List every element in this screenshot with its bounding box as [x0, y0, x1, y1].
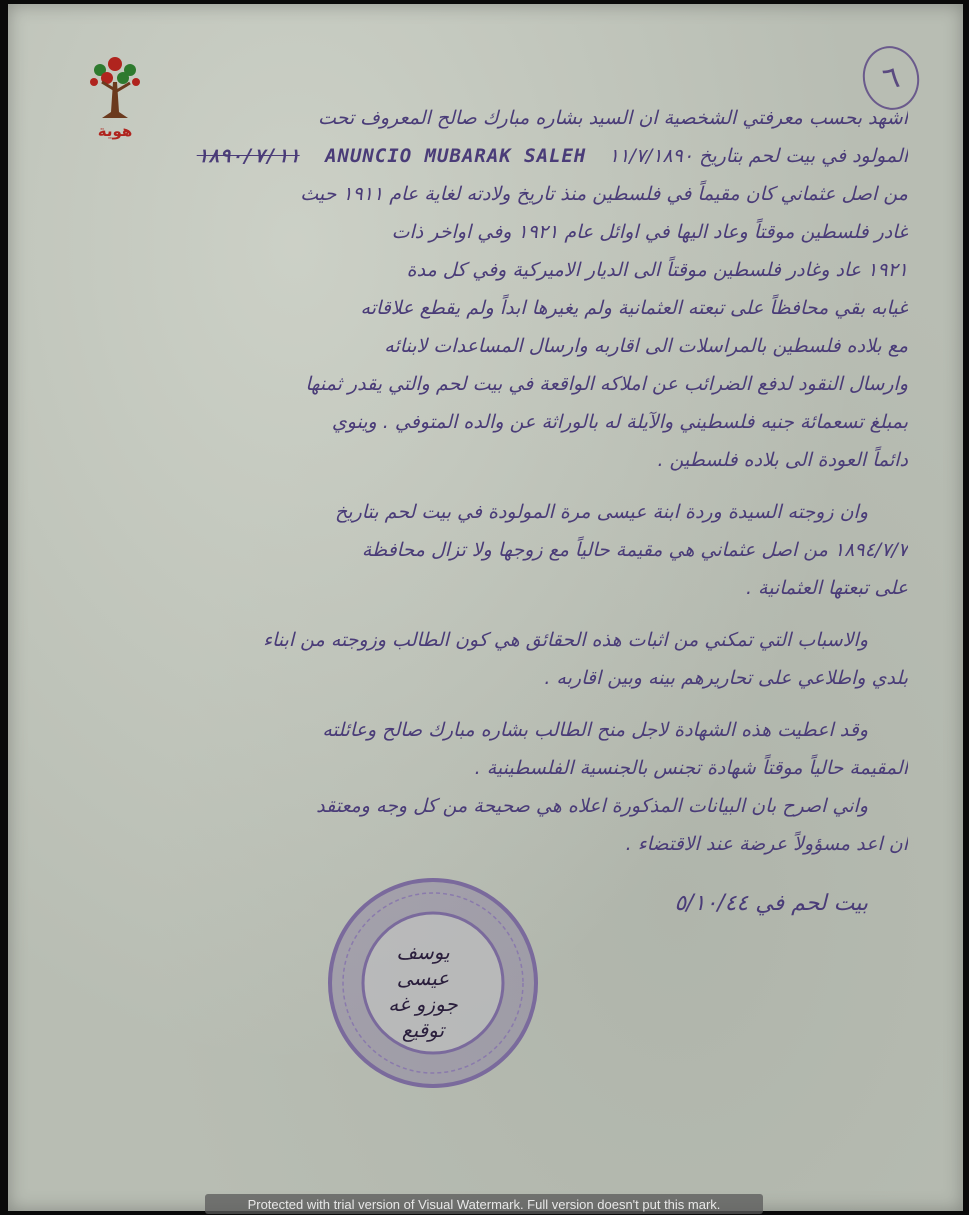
text-line: بلدي واطلاعي على تحاريرهم بينه وبين اقاربه . — [544, 667, 908, 689]
text-line: وان زوجته السيدة وردة ابنة عيسى مرة المولودة في بيت لحم بتاريخ — [335, 501, 868, 523]
date-signature-line: بيت لحم في ٥/١٠/٤٤ — [674, 891, 868, 916]
text-line: المقيمة حالياً موقتاً شهادة تجنس بالجنسية الفلسطينية . — [474, 757, 908, 779]
text-line: غيابه بقي محافظاً على تبعته العثمانية ولم يغيرها ابداً ولم يقطع علاقاته — [360, 297, 908, 319]
stamp-handwriting — [368, 939, 478, 1043]
text-line: من اصل عثماني كان مقيماً في فلسطين منذ تاريخ ولادته لغاية عام ١٩١١ حيث — [300, 183, 908, 205]
text-line: وقد اعطيت هذه الشهادة لاجل منح الطالب بشاره مبارك صالح وعائلته — [322, 719, 868, 741]
latin-name: ANUNCIO MUBARAK SALEH — [325, 145, 587, 167]
document-page — [8, 4, 963, 1211]
document-text — [68, 99, 908, 863]
struck-date: ١٨٩٠/٧/١١ — [196, 145, 300, 167]
text-line: اشهد بحسب معرفتي الشخصية ان السيد بشاره مبارك صالح المعروف تحت — [317, 107, 908, 129]
text-line: وارسال النقود لدفع الضرائب عن املاكه الواقعة في بيت لحم والتي يقدر ثمنها — [305, 373, 908, 395]
stamp-line: توقيع — [401, 1018, 445, 1042]
text-line: المولود في بيت لحم بتاريخ ١١/٧/١٨٩٠ — [608, 145, 908, 167]
text-line: ١٩٢١ عاد وغادر فلسطين موقتاً الى الديار الاميركية وفي كل مدة — [406, 259, 908, 281]
stamp-line: يوسف — [396, 940, 450, 964]
logo-text: هوية — [97, 122, 133, 140]
text-line: مع بلاده فلسطين بالمراسلات الى اقاربه وارسال المساعدات لابنائه — [384, 335, 908, 357]
text-line: دائماً العودة الى بلاده فلسطين . — [657, 449, 908, 471]
text-line: بمبلغ تسعمائة جنيه فلسطيني والآيلة له بالوراثة عن والده المتوفي . وينوي — [331, 411, 908, 433]
text-line: واني اصرح بان البيانات المذكورة اعلاه هي صحيحة من كل وجه ومعتقد — [316, 795, 868, 817]
stamp-line: جوزو غه — [388, 992, 458, 1016]
text-line: على تبعتها العثمانية . — [745, 577, 908, 599]
watermark-banner: Protected with trial version of Visual Watermark. Full version doesn't put this mark. — [205, 1194, 763, 1214]
page-number: ٦ — [879, 59, 903, 97]
text-line: ان اعد مسؤولاً عرضة عند الاقتضاء . — [625, 833, 908, 855]
text-line: ١٨٩٤/٧/٧ من اصل عثماني هي مقيمة حالياً مع زوجها ولا تزال محافظة — [361, 539, 908, 561]
stamp-line: عيسى — [396, 966, 450, 990]
text-line: غادر فلسطين موقتاً وعاد اليها في اوائل عام ١٩٢١ وفي اواخر ذات — [391, 221, 908, 243]
text-line: والاسباب التي تمكني من اثبات هذه الحقائق هي كون الطالب وزوجته من ابناء — [263, 629, 868, 651]
name-line — [68, 137, 908, 175]
